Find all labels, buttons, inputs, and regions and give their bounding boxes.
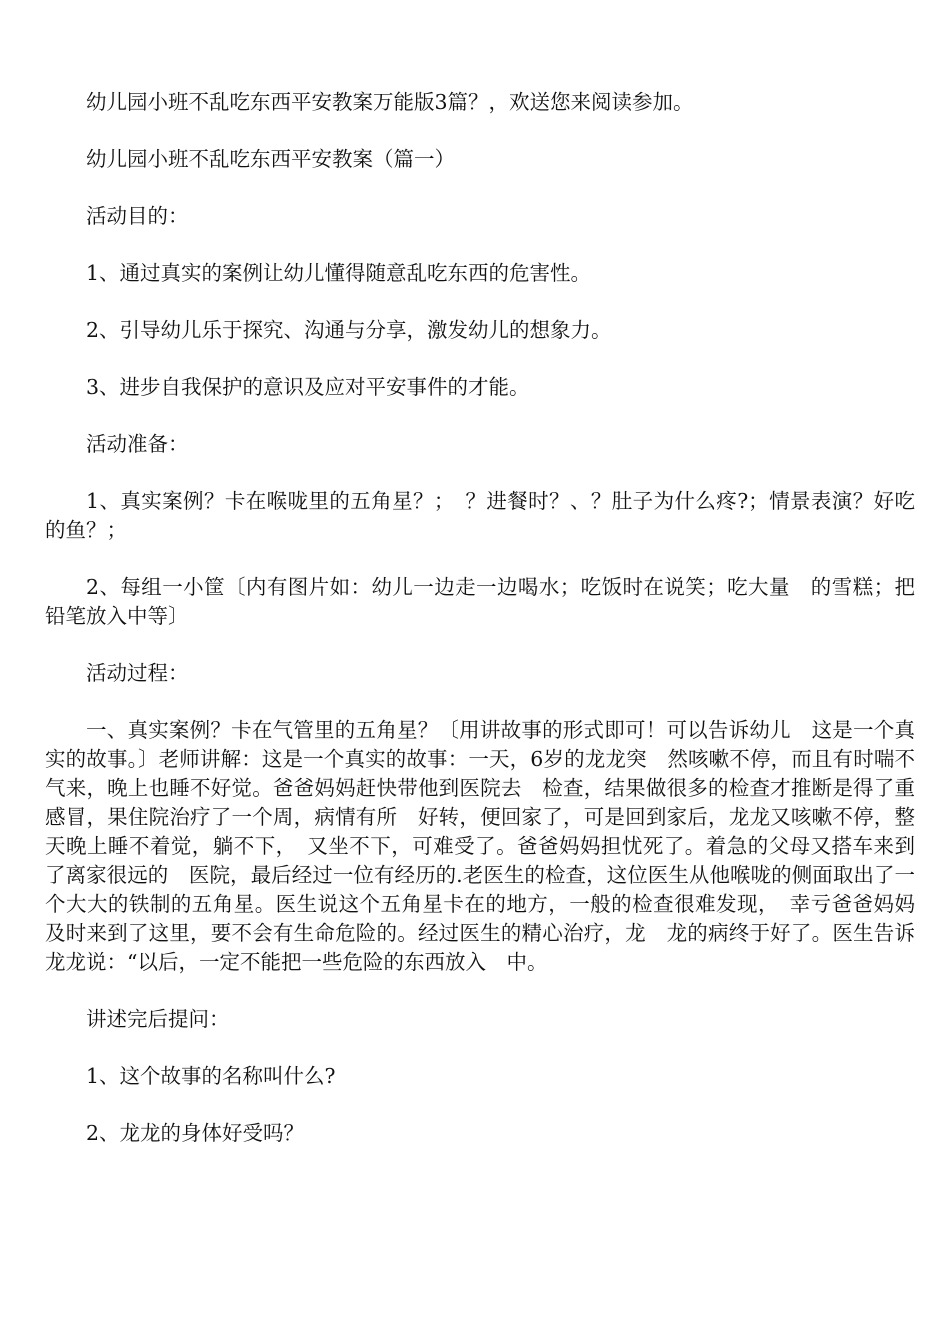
objective-item-2: 2、引导幼儿乐于探究、沟通与分享，激发幼儿的想象力。 [86,318,612,342]
heading-process: 活动过程： [86,661,189,685]
objective-item-3: 3、进步自我保护的意识及应对平安事件的才能。 [86,375,530,399]
preparation-item-2: 2、每组一小筐〔内有图片如：幼儿一边走一边喝水；吃饭时在说笑；吃大量 的雪糕；把铅笔放入中等〕 [45,575,915,628]
heading-questions: 讲述完后提问： [86,1007,230,1031]
process-story-paragraph: 一、真实案例？卡在气管里的五角星？〔用讲故事的形式即可！可以告诉幼儿 这是一个真实的故事。〕老师讲解：这是一个真实的故事：一天，6岁的龙龙突 然咳嗽不停，而且有时喘不气来，晚上也睡不好觉。爸爸妈妈赶快带他到医院去 检查，结果做很多的检查才推断是得了重感冒，果住院治疗了一个周，病情有所 好转，便回家了，可是回到家后，龙龙又咳嗽不停，整天晚上睡不着觉，躺不下， 又坐不下，可难受了。爸爸妈妈担忧死了。着急的父母又搭车来到了离家很远的 医院，最后经过一位有经历的.老医生的检查，这位医生从他喉咙的侧面取出了一 个大大的铁制的五角星。医生说这个五角星卡在的地方，一般的检查很难发现， 幸亏爸爸妈妈及时来到了这里，要不会有生命危险的。经过医生的精心治疗，龙 龙的病终于好了。医生告诉龙龙说：“以后，一定不能把一些危险的东西放入 中。 [45,718,936,974]
heading-objectives: 活动目的： [86,204,189,228]
question-item-1: 1、这个故事的名称叫什么? [86,1064,336,1088]
preparation-item-1: 1、真实案例？卡在喉咙里的五角星？； ？进餐时？、？肚子为什么疼?；情景表演？好吃的鱼？； [45,489,915,542]
question-item-2: 2、龙龙的身体好受吗？ [86,1121,305,1145]
section-title-part-one: 幼儿园小班不乱吃东西平安教案（篇一） [86,147,455,171]
intro-line: 幼儿园小班不乱吃东西平安教案万能版3篇？，欢送您来阅读参加。 [86,90,694,114]
objective-item-1: 1、通过真实的案例让幼儿懂得随意乱吃东西的危害性。 [86,261,592,285]
heading-preparation: 活动准备： [86,432,189,456]
document-page [45,88,936,1176]
